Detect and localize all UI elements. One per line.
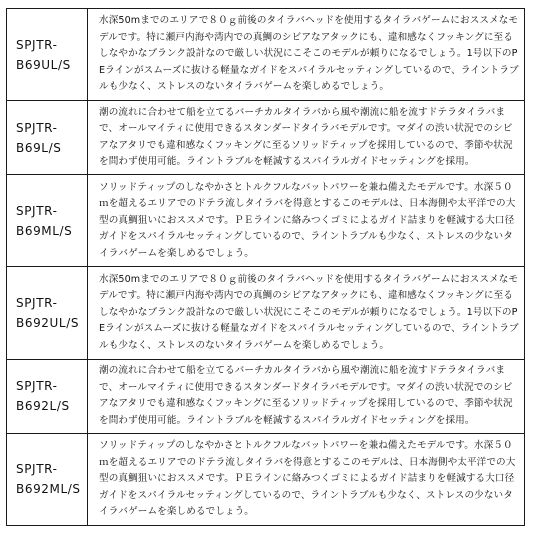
model-description: 水深50mまでのエリアで８０ｇ前後のタイラバヘッドを使用するタイラバゲームにおススメなモデルです。特に瀬戸内海や湾内での真鯛のシビアなアタックにも、違和感なくフッキングに至るしなやかなブランク設計なので厳しい状況にこそこのモデルが頼りになるでしょう。1号以下のPEラインがスムーズに抜ける軽量なガイドをスパイラルセッティングしているので、ライントラブルも少なく、ストレスのないタイラバゲームを楽しめるでしょう。 [99, 273, 519, 351]
model-cell [7, 175, 88, 267]
model-cell [7, 433, 88, 525]
description-cell [88, 359, 525, 433]
model-name: SPJTR- B69ML/S [16, 203, 73, 238]
table-row [7, 433, 525, 525]
description-cell [88, 433, 525, 525]
model-description: 水深50mまでのエリアで８０ｇ前後のタイラバヘッドを使用するタイラバゲームにおススメなモデルです。特に瀬戸内海や湾内での真鯛のシビアなアタックにも、違和感なくフッキングに至るしなやかなブランク設計なので厳しい状況にこそこのモデルが頼りになるでしょう。1号以下のPEラインがスムーズに抜ける軽量なガイドをスパイラルセッティングしているので、ライントラブルも少なく、ストレスのないタイラバゲームを楽しめるでしょう。 [99, 15, 519, 93]
model-description: ソリッドティップのしなやかさとトルクフルなバットパワーを兼ね備えたモデルです。水深５０ｍを超えるエリアでのドテラ流しタイラバを得意とするこのモデルは、日本海側や太平洋での大型の真鯛狙いにおススメです。ＰＥラインに絡みつくゴミによるガイド詰まりを軽減する大口径ガイドをスパイラルセッティングしているので、ライントラブルも少なく、ストレスの少ないタイラバゲームを楽しめるでしょう。 [99, 181, 516, 259]
model-cell [7, 9, 88, 101]
model-cell [7, 101, 88, 175]
table-row [7, 9, 525, 101]
table-row [7, 175, 525, 267]
model-description: 潮の流れに合わせて船を立てるバーチカルタイラバから風や潮流に船を流すドテラタイラバまで、オールマイティに使用できるスタンダードタイラバモデルです。マダイの渋い状況でのシビアなアタリでも違和感なくフッキングに至るソリッドティップを採用しているので、季節や状況を問わず使用可能。ライントラブルを軽減するスパイラルガイドセッティングを採用。 [99, 365, 513, 426]
table-row [7, 359, 525, 433]
model-description: 潮の流れに合わせて船を立てるバーチカルタイラバから風や潮流に船を流すドテラタイラバまで、オールマイティに使用できるスタンダードタイラバモデルです。マダイの渋い状況でのシビアなアタリでも違和感なくフッキングに至るソリッドティップを採用しているので、季節や状況を問わず使用可能。ライントラブルを軽減するスパイラルガイドセッティングを採用。 [99, 106, 513, 168]
table-row [7, 101, 525, 175]
model-name: SPJTR- B692ML/S [16, 462, 81, 497]
model-cell [7, 267, 88, 359]
model-cell [7, 359, 88, 433]
model-name: SPJTR- B69UL/S [16, 37, 71, 72]
model-name: SPJTR- B692UL/S [16, 296, 80, 331]
model-name: SPJTR- B692L/S [16, 379, 70, 414]
table-row [7, 267, 525, 359]
model-spec-table [6, 8, 525, 526]
description-cell [88, 175, 525, 267]
description-cell [88, 101, 525, 175]
model-description: ソリッドティップのしなやかさとトルクフルなバットパワーを兼ね備えたモデルです。水深５０ｍを超えるエリアでのドテラ流しタイラバを得意とするこのモデルは、日本海側や太平洋での大型の真鯛狙いにおススメです。ＰＥラインに絡みつくゴミによるガイド詰まりを軽減する大口径ガイドをスパイラルセッティングしているので、ライントラブルも少なく、ストレスの少ないタイラバゲームを楽しめるでしょう。 [99, 440, 516, 518]
description-cell [88, 9, 525, 101]
description-cell [88, 267, 525, 359]
model-name: SPJTR- B69L/S [16, 120, 62, 155]
